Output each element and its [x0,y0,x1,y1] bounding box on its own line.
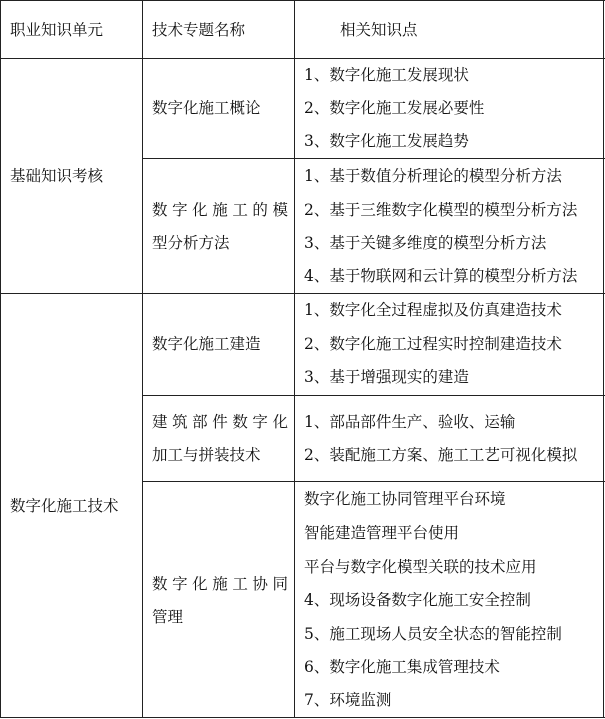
topic-name: 型分析方法 [152,234,230,252]
row-divider [142,395,605,396]
topic-name: 数字化施工的模 [152,201,288,219]
knowledge-point: 4、现场设备数字化施工安全控制 [304,591,531,609]
topic-name: 建筑部件数字化 [152,413,288,431]
knowledge-point: 1、数字化全过程虚拟及仿真建造技术 [304,301,562,319]
section-divider [0,293,605,294]
header-points: 相关知识点 [340,21,418,39]
topic-name: 管理 [152,608,184,626]
topic-name: 数字化施工建造 [152,335,261,353]
unit-label: 数字化施工技术 [10,497,119,515]
topic-name: 数字化施工协同 [152,575,288,593]
knowledge-point: 2、基于三维数字化模型的模型分析方法 [304,201,578,219]
column-divider [294,0,295,718]
knowledge-point: 1、基于数值分析理论的模型分析方法 [304,167,562,185]
knowledge-point: 2、数字化施工发展必要性 [304,99,485,117]
header-topic: 技术专题名称 [152,21,246,39]
table-border-right [603,0,604,718]
topic-name: 数字化施工概论 [152,99,261,117]
knowledge-point: 3、基于关键多维度的模型分析方法 [304,234,547,252]
topic-name: 加工与拼装技术 [152,446,261,464]
knowledge-point: 2、数字化施工过程实时控制建造技术 [304,335,562,353]
table-border-left [0,0,1,718]
knowledge-point: 1、数字化施工发展现状 [304,66,469,84]
knowledge-point: 4、基于物联网和云计算的模型分析方法 [304,267,578,285]
table-border-bottom [0,717,605,718]
unit-label: 基础知识考核 [10,167,104,185]
knowledge-point: 5、施工现场人员安全状态的智能控制 [304,625,562,643]
knowledge-point: 3、数字化施工发展趋势 [304,132,469,150]
knowledge-point: 7、环境监测 [304,691,392,709]
row-divider [142,481,605,482]
knowledge-point: 智能建造管理平台使用 [304,524,460,542]
knowledge-point: 平台与数字化模型关联的技术应用 [304,558,537,576]
column-divider [142,0,143,718]
knowledge-point: 数字化施工协同管理平台环境 [304,490,506,508]
row-divider [142,158,605,159]
header-unit: 职业知识单元 [10,21,104,39]
knowledge-point: 3、基于增强现实的建造 [304,368,469,386]
knowledge-point: 6、数字化施工集成管理技术 [304,658,500,676]
header-divider [0,58,605,59]
table-border-top [0,0,605,1]
knowledge-point: 1、部品部件生产、验收、运输 [304,413,516,431]
knowledge-point: 2、装配施工方案、施工工艺可视化模拟 [304,446,578,464]
